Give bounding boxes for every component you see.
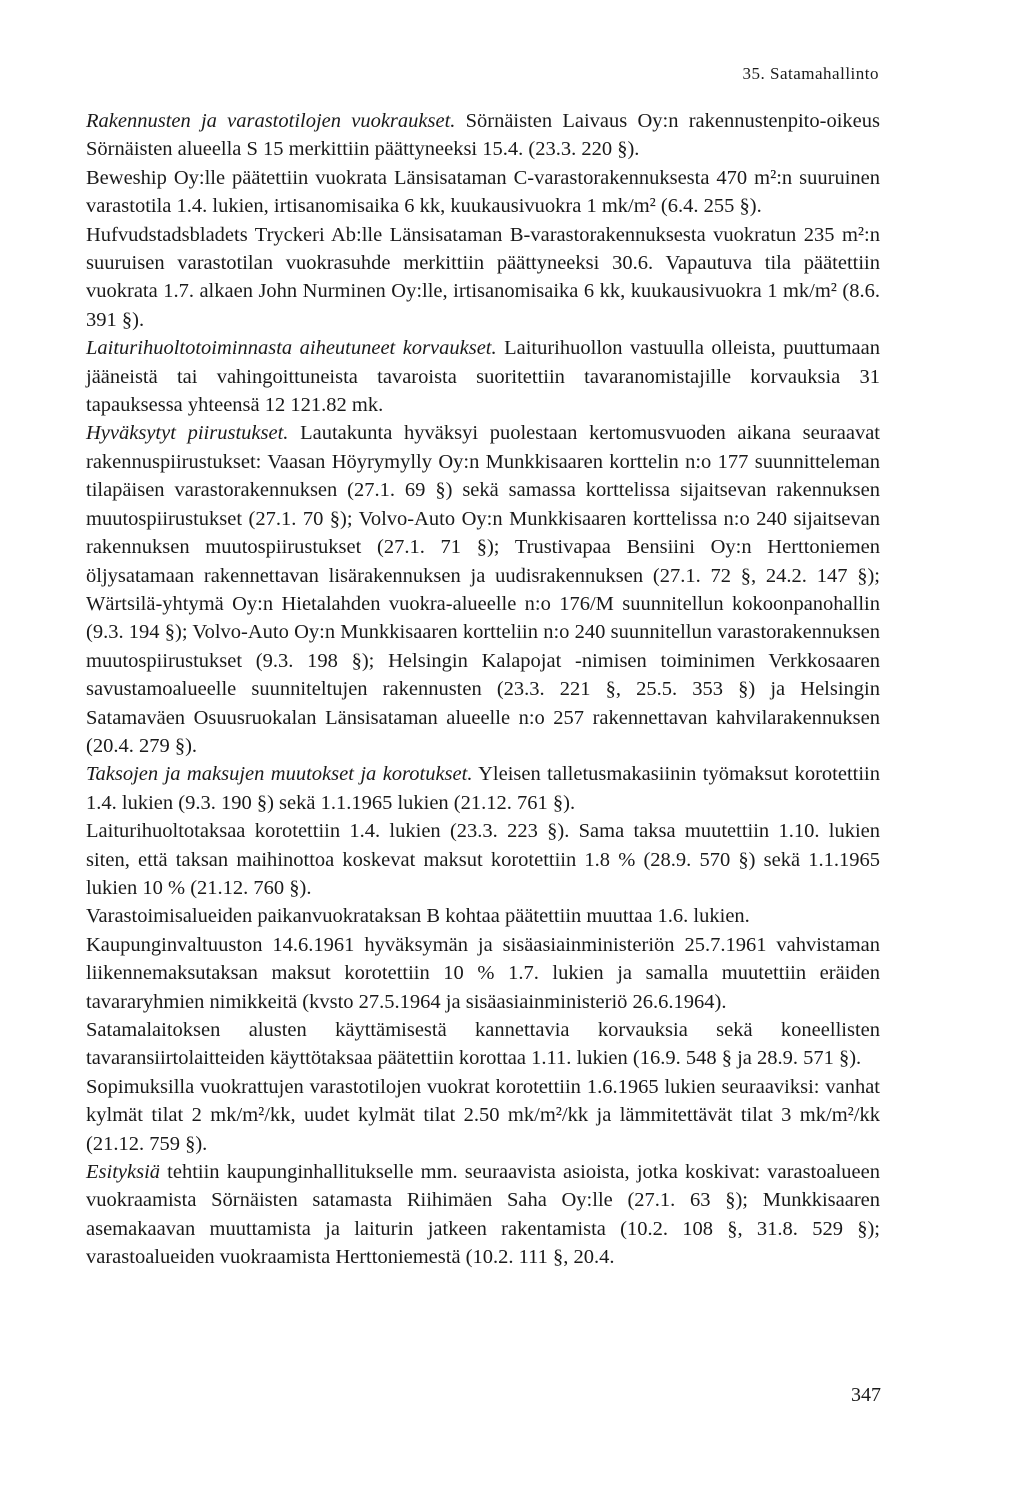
paragraph-approved-drawings <box>86 419 880 760</box>
paragraph-heading: Rakennusten ja varastotilojen vuokraukset. <box>86 110 456 132</box>
paragraph <box>86 221 880 335</box>
paragraph-heading: Laiturihuoltotoiminnasta aiheutuneet korvaukset. <box>86 337 497 360</box>
paragraph <box>86 164 880 221</box>
paragraph-text: Beweship Oy:lle päätettiin vuokrata Länsisataman C-varastorakennuksesta 470 m²:n suuruinen varastotila 1.4. lukien, irtisanomisaika 6 kk, kuukausivuokra 1 mk/m² (6.4. 255 §). <box>86 166 880 218</box>
paragraph <box>86 931 880 1016</box>
paragraph-text: Sörnäisten Laivaus Oy:n rakennustenpito-oikeus Sörnäisten alueella S 15 merkittiin päättyneeksi 15.4. (23.3. 220 §). <box>86 110 880 161</box>
paragraph-text: Sopimuksilla vuokrattujen varastotilojen vuokrat korotettiin 1.6.1965 lukien seuraaviksi: vanhat kylmät tilat 2 mk/m²/kk, uudet kylmät tilat 2.50 mk/m²/kk ja lämmitettävät tilat 3 mk/m²/kk (21.12. 759 §). <box>86 1075 880 1155</box>
paragraph <box>86 1073 880 1158</box>
page-number: 347 <box>851 1384 881 1406</box>
paragraph <box>86 1016 880 1073</box>
paragraph <box>86 817 880 902</box>
paragraph-text: Kaupunginvaltuuston 14.6.1961 hyväksymän ja sisäasiainministeriön 25.7.1961 vahvistaman liikennemaksutaksan maksut korotettiin 10 % 1.7. lukien ja samalla muutettiin eräiden tavararyhmien nimikkeitä (kvsto 27.5.1964 ja sisäasiainministeriö 26.6.1964). <box>86 933 880 1013</box>
paragraph <box>86 902 880 930</box>
page-body <box>86 107 880 1272</box>
paragraph-proposals <box>86 1158 880 1272</box>
paragraph-heading: Hyväksytyt piirustukset. <box>86 422 289 445</box>
paragraph-text: Satamalaitoksen alusten käyttämisestä kannettavia korvauksia sekä koneellisten tavaransiirtolaitteiden käyttötaksaa päätettiin korottaa 1.11. lukien (16.9. 548 § ja 28.9. 571 §). <box>86 1019 880 1070</box>
paragraph-text: Hufvudstadsbladets Tryckeri Ab:lle Länsisataman B-varastorakennuksesta vuokratun 235 m²:n suuruisen varastotilan vuokrasuhde merkittiin päättyneeksi 30.6. Vapautuva tila päätettiin vuokrata 1.7. alkaen John Nurminen Oy:lle, irtisanomisaika 6 kk, kuukausivuokra 1 mk/m² (8.6. 391 §). <box>86 223 880 331</box>
running-header: 35. Satamahallinto <box>742 64 879 83</box>
paragraph-text: Yleisen talletusmakasiinin työmaksut korotettiin 1.4. lukien (9.3. 190 §) sekä 1.1.1965 lukien (21.12. 761 §). <box>86 763 881 814</box>
paragraph-text: Laiturihuoltotaksaa korotettiin 1.4. lukien (23.3. 223 §). Sama taksa muutettiin 1.10. lukien siten, että taksan maihinottoa koskevat maksut korotettiin 1.8 % (28.9. 570 §) sekä 1.1.1965 lukien 10 % (21.12. 760 §). <box>86 820 880 899</box>
paragraph-tariff-changes <box>86 760 880 817</box>
paragraph-text: tehtiin kaupunginhallitukselle mm. seuraavista asioista, jotka koskivat: varastoalueen vuokraamista Sörnäisten satamasta Riihimäen Saha Oy:lle (27.1. 63 §); Munkkisaaren asemakaavan muuttamista ja laiturin jatkeen rakentamista (10.2. 108 §, 31.8. 529 §); varastoalueiden vuokraamista Herttoniemestä (10.2. 111 §, 20.4. <box>86 1161 880 1269</box>
paragraph-text: Laiturihuollon vastuulla olleista, puuttumaan jääneistä tai vahingoittuneista tavaroista suoritettiin tavaranomistajille korvauksia 31 tapauksessa yhteensä 12 121.82 mk. <box>86 337 880 417</box>
paragraph-heading: Taksojen ja maksujen muutokset ja korotukset. <box>86 763 473 786</box>
paragraph-compensations <box>86 334 880 419</box>
paragraph-rental-agreements <box>86 107 880 164</box>
paragraph-text: Lautakunta hyväksyi puolestaan kertomusvuoden aikana seuraavat rakennuspiirustukset: Vaasan Höyrymylly Oy:n Munkkisaaren korttelin n:o 177 suunnitteleman tilapäisen varastorakennuksen (27.1. 69 §) sekä samassa korttelissa sijaitsevan rakennuksen muutospiirustukset (27.1. 70 §); Volvo-Auto Oy:n Munkkisaaren korttelissa n:o 240 sijaitsevan rakennuksen muutospiirustukset (27.1. 71 §); Trustivapaa Bensiini Oy:n Herttoniemen öljysatamaan rakennettavan lisärakennuksen ja uudisrakennuksen (27.1. 72 §, 24.2. 147 §); Wärtsilä-yhtymä Oy:n Hietalahden vuokra-alueelle n:o 176/M suunnitellun kokoonpanohallin (9.3. 194 §); Volvo-Auto Oy:n Munkkisaaren kortteliin n:o 240 suunnitellun varastorakennuksen muutospiirustukset (9.3. 198 §); Helsingin Kalapojat -nimisen toiminimen Verkkosaaren savustamoalueelle suunniteltujen rakennusten (23.3. 221 §, 25.5. 353 §) ja Helsingin Satamaväen Osuusruokalan Länsisataman alueelle n:o 257 rakennettavan kahvilarakennuksen (20.4. 279 §). <box>86 422 880 757</box>
paragraph-heading: Esityksiä <box>86 1161 161 1184</box>
paragraph-text: Varastoimisalueiden paikanvuokrataksan B kohtaa päätettiin muuttaa 1.6. lukien. <box>86 905 750 928</box>
